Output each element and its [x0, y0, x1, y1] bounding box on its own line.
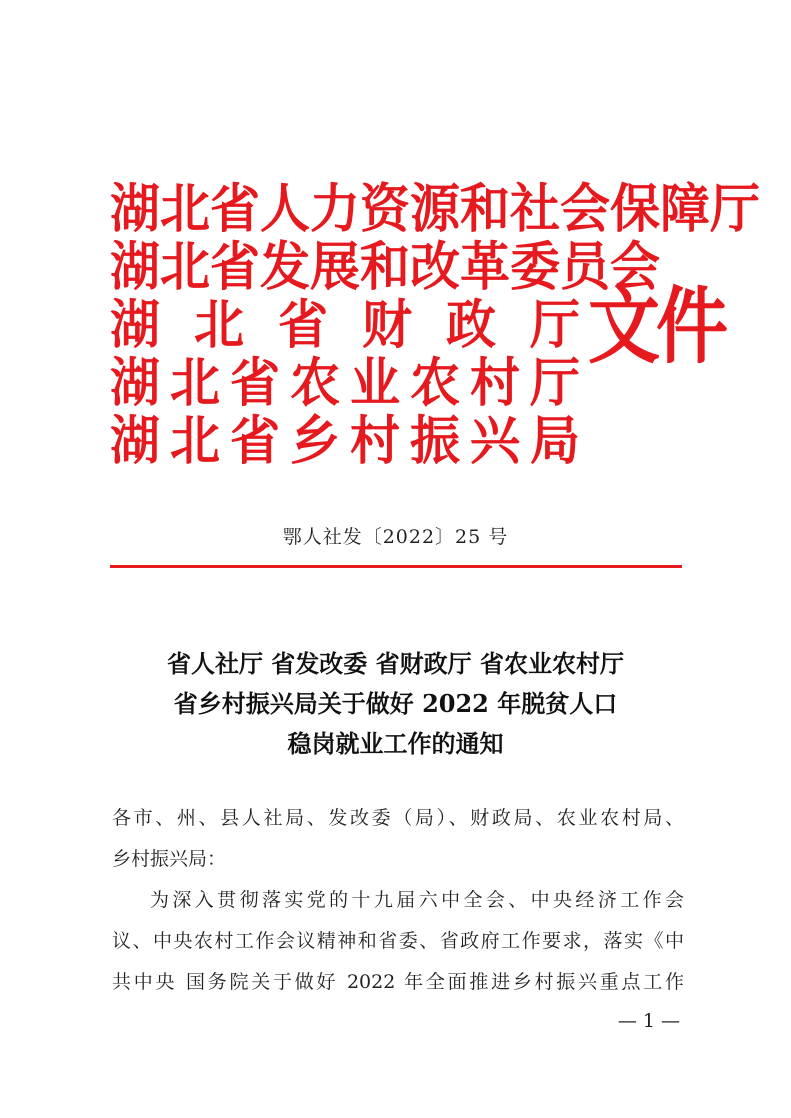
title-line: 省乡村振兴局关于做好 2022 年脱贫人口 [173, 689, 618, 718]
issuer-name: 湖北省财政厅 [110, 294, 580, 355]
paragraph-line: 共中央 国务院关于做好 2022 年全面推进乡村振兴重点工作 [112, 971, 684, 993]
page-number: — 1 — [617, 1010, 680, 1032]
paragraph-line: 为深入贯彻落实党的十九届六中全会、中央经济工作会 [150, 889, 684, 911]
notice-title [0, 644, 791, 764]
document-label: 文件 [588, 277, 725, 375]
title-line: 省人社厅 省发改委 省财政厅 省农业农村厅 [166, 649, 625, 678]
addressee-line: 乡村振兴局： [112, 848, 227, 870]
issuer-name: 湖北省农业农村厅 [110, 352, 580, 413]
body-text [112, 798, 684, 1003]
issuer-name: 湖北省发展和改革委员会 [110, 236, 660, 297]
title-line: 稳岗就业工作的通知 [287, 729, 504, 758]
document-number: 鄂人社发〔2022〕25 号 [282, 526, 509, 548]
red-divider [110, 565, 682, 568]
addressee-line: 各市、州、县人社局、发改委（局）、财政局、农业农村局、 [112, 807, 684, 829]
paragraph-line: 议、中央农村工作会议精神和省委、省政府工作要求，落实《中 [112, 930, 684, 952]
issuer-name: 湖北省人力资源和社会保障厅 [110, 178, 760, 239]
issuer-name: 湖北省乡村振兴局 [110, 410, 580, 471]
